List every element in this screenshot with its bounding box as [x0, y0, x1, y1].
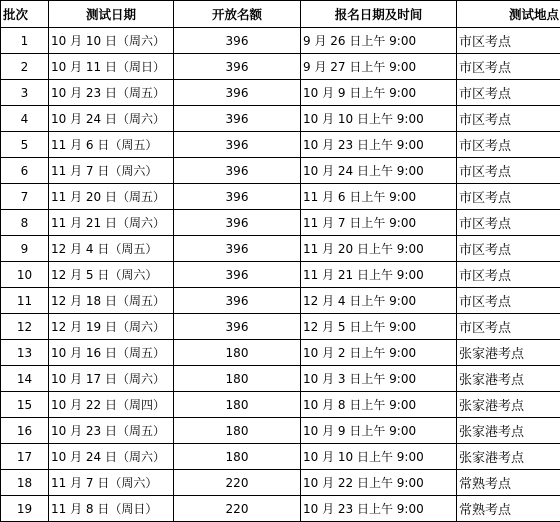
cell-batch: 16	[1, 418, 49, 444]
cell-quota: 396	[174, 158, 301, 184]
cell-batch: 18	[1, 470, 49, 496]
cell-test-date: 12 月 4 日（周五）	[49, 236, 174, 262]
cell-registration-time: 10 月 2 日上午 9:00	[301, 340, 457, 366]
cell-registration-time: 12 月 4 日上午 9:00	[301, 288, 457, 314]
table-row	[1, 470, 560, 496]
cell-quota: 396	[174, 314, 301, 340]
cell-registration-time: 10 月 3 日上午 9:00	[301, 366, 457, 392]
cell-batch: 19	[1, 496, 49, 522]
cell-test-date: 11 月 21 日（周六）	[49, 210, 174, 236]
cell-registration-time: 11 月 21 日上午 9:00	[301, 262, 457, 288]
cell-test-location: 市区考点	[457, 80, 560, 106]
cell-batch: 9	[1, 236, 49, 262]
cell-test-date: 11 月 20 日（周五）	[49, 184, 174, 210]
cell-batch: 2	[1, 54, 49, 80]
cell-batch: 11	[1, 288, 49, 314]
cell-test-date: 10 月 10 日（周六）	[49, 28, 174, 54]
cell-quota: 220	[174, 496, 301, 522]
cell-test-location: 张家港考点	[457, 340, 560, 366]
cell-registration-time: 9 月 27 日上午 9:00	[301, 54, 457, 80]
cell-test-location: 张家港考点	[457, 444, 560, 470]
cell-test-location: 市区考点	[457, 158, 560, 184]
table-row	[1, 288, 560, 314]
cell-registration-time: 10 月 9 日上午 9:00	[301, 80, 457, 106]
cell-quota: 396	[174, 28, 301, 54]
table-header-row	[1, 1, 560, 28]
cell-test-date: 11 月 8 日（周日）	[49, 496, 174, 522]
cell-test-date: 10 月 24 日（周六）	[49, 106, 174, 132]
cell-test-location: 市区考点	[457, 132, 560, 158]
table-row	[1, 262, 560, 288]
cell-test-location: 市区考点	[457, 210, 560, 236]
cell-registration-time: 10 月 22 日上午 9:00	[301, 470, 457, 496]
cell-test-location: 市区考点	[457, 236, 560, 262]
cell-batch: 7	[1, 184, 49, 210]
cell-test-location: 市区考点	[457, 54, 560, 80]
cell-test-location: 市区考点	[457, 314, 560, 340]
cell-quota: 396	[174, 184, 301, 210]
cell-quota: 180	[174, 392, 301, 418]
cell-registration-time: 10 月 23 日上午 9:00	[301, 132, 457, 158]
cell-registration-time: 10 月 10 日上午 9:00	[301, 106, 457, 132]
cell-test-location: 市区考点	[457, 262, 560, 288]
cell-quota: 180	[174, 340, 301, 366]
table-row	[1, 236, 560, 262]
table-row	[1, 418, 560, 444]
cell-test-date: 11 月 6 日（周五）	[49, 132, 174, 158]
cell-test-date: 10 月 24 日（周六）	[49, 444, 174, 470]
cell-registration-time: 9 月 26 日上午 9:00	[301, 28, 457, 54]
cell-test-date: 12 月 18 日（周五）	[49, 288, 174, 314]
cell-quota: 180	[174, 366, 301, 392]
cell-test-date: 10 月 16 日（周五）	[49, 340, 174, 366]
cell-registration-time: 11 月 20 日上午 9:00	[301, 236, 457, 262]
cell-quota: 220	[174, 470, 301, 496]
cell-registration-time: 12 月 5 日上午 9:00	[301, 314, 457, 340]
cell-test-location: 市区考点	[457, 28, 560, 54]
cell-quota: 180	[174, 444, 301, 470]
table-row	[1, 366, 560, 392]
cell-quota: 396	[174, 80, 301, 106]
cell-test-date: 11 月 7 日（周六）	[49, 470, 174, 496]
cell-test-location: 常熟考点	[457, 470, 560, 496]
table-row	[1, 132, 560, 158]
cell-registration-time: 11 月 7 日上午 9:00	[301, 210, 457, 236]
cell-batch: 8	[1, 210, 49, 236]
cell-batch: 15	[1, 392, 49, 418]
header-batch: 批次	[1, 1, 49, 28]
cell-test-location: 张家港考点	[457, 418, 560, 444]
table-row	[1, 210, 560, 236]
table-row	[1, 106, 560, 132]
table-row	[1, 80, 560, 106]
table-row	[1, 184, 560, 210]
cell-registration-time: 10 月 24 日上午 9:00	[301, 158, 457, 184]
table-row	[1, 54, 560, 80]
cell-quota: 180	[174, 418, 301, 444]
cell-registration-time: 10 月 8 日上午 9:00	[301, 392, 457, 418]
table-row	[1, 28, 560, 54]
cell-test-date: 10 月 17 日（周六）	[49, 366, 174, 392]
cell-batch: 12	[1, 314, 49, 340]
cell-quota: 396	[174, 106, 301, 132]
table-row	[1, 392, 560, 418]
cell-quota: 396	[174, 288, 301, 314]
cell-test-date: 12 月 19 日（周六）	[49, 314, 174, 340]
cell-test-location: 市区考点	[457, 184, 560, 210]
cell-test-date: 10 月 23 日（周五）	[49, 418, 174, 444]
cell-batch: 5	[1, 132, 49, 158]
cell-test-date: 10 月 23 日（周五）	[49, 80, 174, 106]
cell-registration-time: 10 月 23 日上午 9:00	[301, 496, 457, 522]
cell-test-date: 12 月 5 日（周六）	[49, 262, 174, 288]
cell-batch: 3	[1, 80, 49, 106]
cell-batch: 10	[1, 262, 49, 288]
cell-quota: 396	[174, 132, 301, 158]
cell-test-location: 张家港考点	[457, 366, 560, 392]
table-row	[1, 496, 560, 522]
cell-batch: 1	[1, 28, 49, 54]
cell-test-location: 市区考点	[457, 288, 560, 314]
cell-quota: 396	[174, 262, 301, 288]
header-quota: 开放名额	[174, 1, 301, 28]
table-row	[1, 340, 560, 366]
cell-test-location: 市区考点	[457, 106, 560, 132]
table-row	[1, 158, 560, 184]
cell-quota: 396	[174, 236, 301, 262]
cell-quota: 396	[174, 54, 301, 80]
header-registration-time: 报名日期及时间	[301, 1, 457, 28]
cell-test-date: 10 月 11 日（周日）	[49, 54, 174, 80]
table-row	[1, 444, 560, 470]
cell-batch: 17	[1, 444, 49, 470]
cell-registration-time: 10 月 9 日上午 9:00	[301, 418, 457, 444]
table-row	[1, 314, 560, 340]
cell-test-date: 11 月 7 日（周六）	[49, 158, 174, 184]
cell-registration-time: 10 月 10 日上午 9:00	[301, 444, 457, 470]
cell-test-location: 常熟考点	[457, 496, 560, 522]
header-test-date: 测试日期	[49, 1, 174, 28]
cell-test-date: 10 月 22 日（周四）	[49, 392, 174, 418]
cell-registration-time: 11 月 6 日上午 9:00	[301, 184, 457, 210]
header-test-location: 测试地点	[457, 1, 560, 28]
cell-batch: 13	[1, 340, 49, 366]
cell-batch: 14	[1, 366, 49, 392]
cell-batch: 6	[1, 158, 49, 184]
cell-batch: 4	[1, 106, 49, 132]
cell-quota: 396	[174, 210, 301, 236]
cell-test-location: 张家港考点	[457, 392, 560, 418]
